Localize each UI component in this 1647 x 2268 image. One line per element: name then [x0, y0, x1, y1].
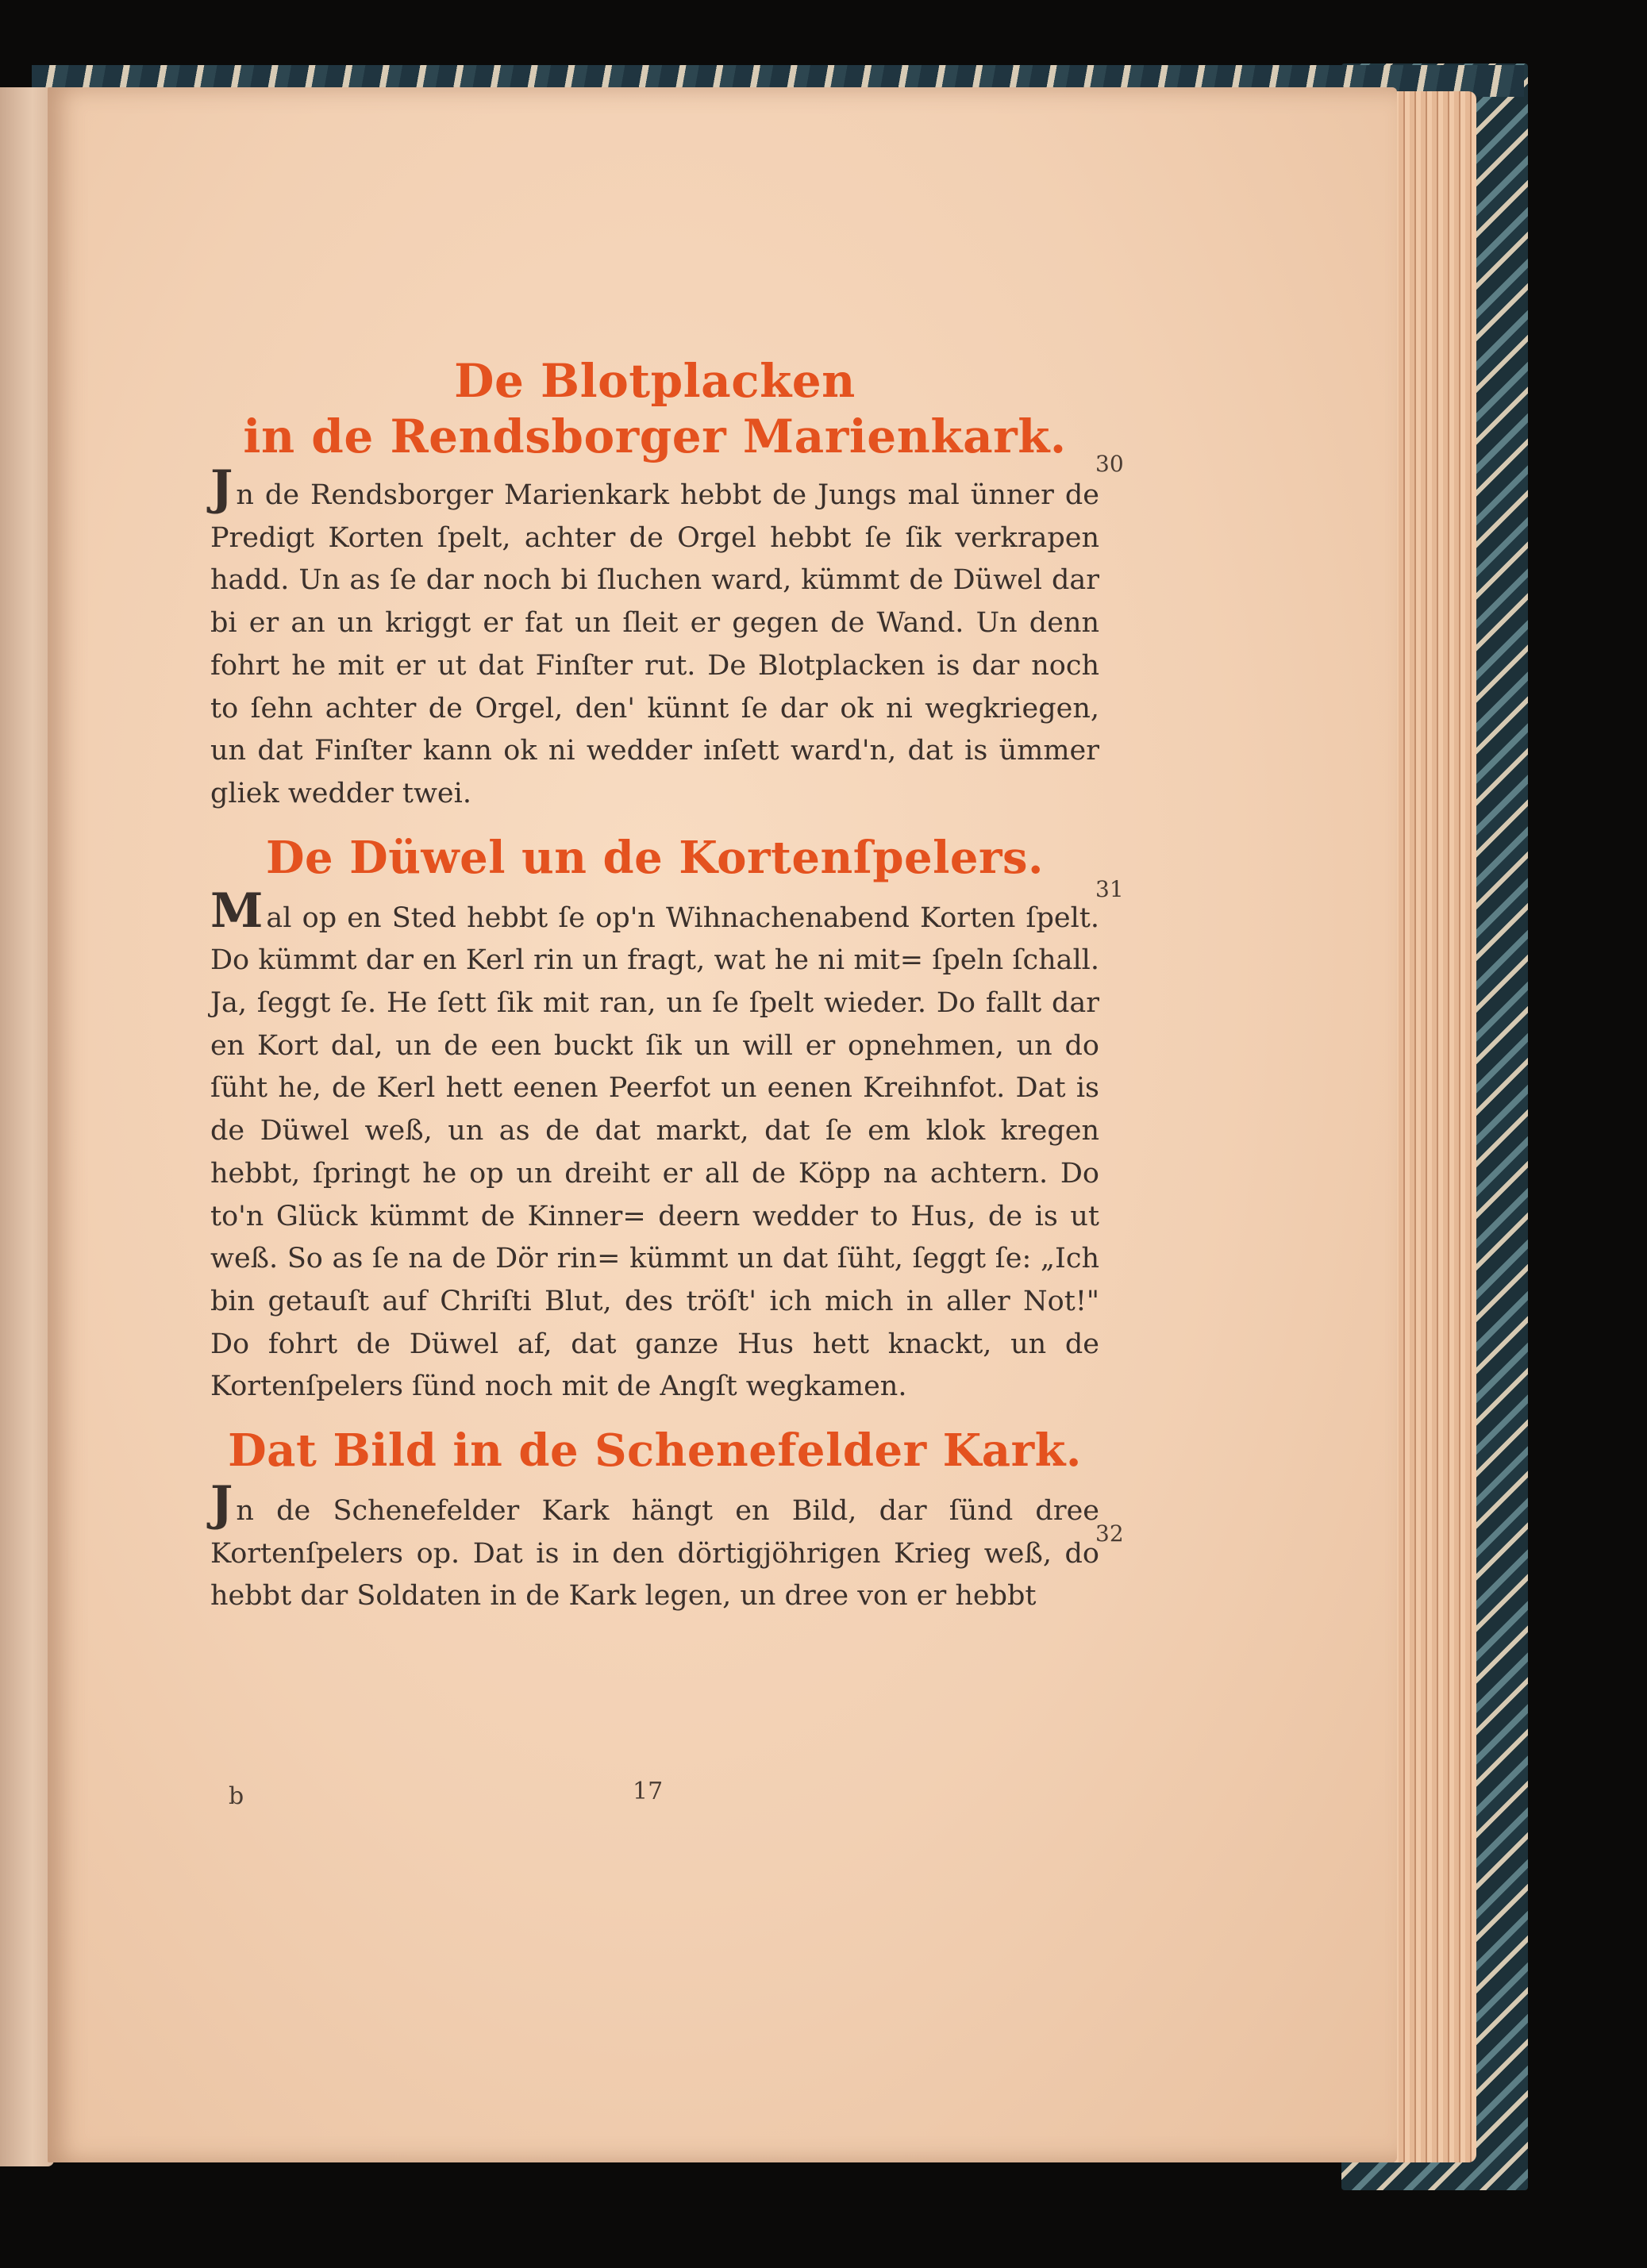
- section-1-title: [210, 353, 1099, 464]
- section-1-number: 30: [1095, 451, 1124, 477]
- left-page-edge: [0, 87, 54, 2166]
- section-2-paragraph: [210, 882, 1099, 1409]
- section-2-title: [210, 830, 1099, 886]
- section-1-text: n de Rendsborger Marienkark hebbt de Jungs mal ünner de Predigt Korten ſpelt, achter de Orgel hebbt ſe ſik verkrapen hadd. Un as ſe dar noch bi ſluchen ward, kümmt de Düwel dar bi er an un kriggt er fat un ſleit er gegen de Wand. Un denn fohrt he mit er ut dat Finſter rut. De Blotplacken is dar noch to ſehn achter de Orgel, den' künnt ſe dar ok ni wegkriegen, un dat Finſter kann ok ni wedder inſett ward'n, dat is ümmer gliek wedder twei.: [210, 479, 1099, 809]
- section-1-paragraph: [210, 460, 1099, 816]
- section-1-title-line-2: in de Rendsborger Marienkark.: [243, 409, 1067, 463]
- page-text-block: [210, 353, 1099, 1618]
- section-3-text: n de Schenefelder Kark hängt en Bild, dar ſünd dree Kortenſpelers op. Dat is in den dörtigjöhrigen Krieg weß, do hebbt dar Soldaten in de Kark legen, un dree von er hebbt: [210, 1495, 1099, 1613]
- section-3-paragraph: [210, 1476, 1099, 1618]
- section-2-initial: M: [210, 882, 264, 939]
- section-3-title-line-1: Dat Bild in de Schenefelder Kark.: [228, 1424, 1082, 1478]
- section-1-initial: J: [210, 460, 233, 516]
- section-3-title: [210, 1423, 1099, 1478]
- page-number: 17: [633, 1778, 664, 1805]
- section-2-title-line-1: De Düwel un de Kortenſpelers.: [265, 831, 1045, 884]
- section-2-number: 31: [1095, 876, 1124, 902]
- section-2-text: al op en Sted hebbt ſe op'n Wihnachenabend Korten ſpelt. Do kümmt dar en Kerl rin un fragt, wat he ni mit= ſpeln ſchall. Ja, ſeggt ſe. He ſett ſik mit ran, un ſe ſpelt wieder. Do fallt dar en Kort dal, un de een buckt ſik un will er opnehmen, un do ſüht he, de Kerl hett eenen Peerfot un eenen Kreihnfot. Dat is de Düwel weß, un as de dat markt, dat ſe em klok kregen hebbt, ſpringt he op un dreiht er all de Köpp na achtern. Do to'n Glück kümmt de Kinner= deern wedder to Hus, de is ut weß. So as ſe na de Dör rin= kümmt un dat ſüht, ſeggt ſe: „Ich bin getauſt auf Chriſti Blut, des tröſt' ich mich in aller Not!" Do fohrt de Düwel af, dat ganze Hus hett knackt, un de Kortenſpelers ſünd noch mit de Angſt wegkamen.: [210, 901, 1099, 1403]
- section-3-number: 32: [1095, 1520, 1124, 1547]
- section-1-title-line-1: De Blotplacken: [454, 354, 856, 408]
- printer-signature: b: [229, 1782, 244, 1810]
- section-3-initial: J: [210, 1476, 233, 1532]
